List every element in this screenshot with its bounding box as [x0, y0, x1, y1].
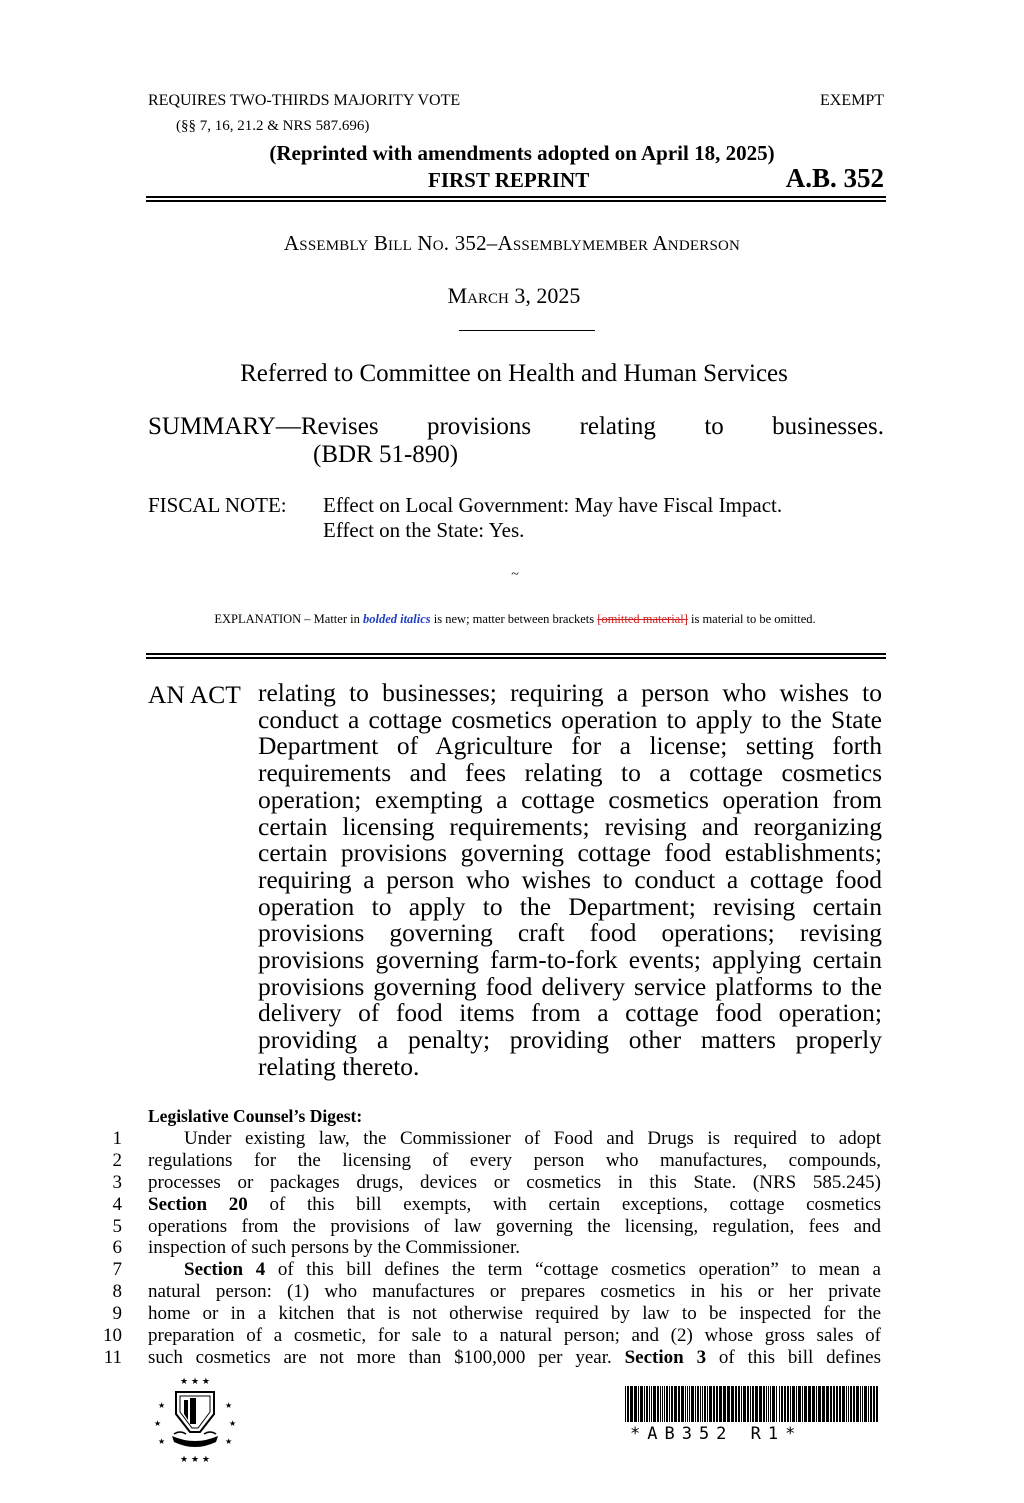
digest-section-ref: Section 20 [148, 1193, 248, 1215]
digest-text: Under existing law, the Commissioner of Food and Drugs is required to adopt [184, 1128, 881, 1149]
digest-text: processes or packages drugs, devices or cosmetics in this State. (NRS 585.245) [148, 1171, 881, 1193]
digest-line [148, 1237, 881, 1259]
line-number: 2 [112, 1149, 122, 1171]
exempt-label: EXEMPT [820, 92, 884, 109]
act-text: relating to businesses; requiring a person who wishes to conduct a cottage cosmetics operation to apply to the State Department of Agriculture for a license; setting forth requirements and fees relating to a cottage cosmetics operation; exempting a cottage cosmetics operation from certain licensing requirements; revising and reorganizing certain provisions governing cottage food establishments; requiring a person who wishes to conduct a cottage food operation to apply to the Department; revising certain provisions governing craft food operations; revising provisions governing farm-to-fork events; applying certain provisions governing food delivery service platforms to the delivery of food items from a cottage food operation; providing a penalty; providing other matters properly relating thereto. [258, 678, 882, 1081]
header-double-rule [146, 196, 886, 202]
barcode-icon [625, 1386, 879, 1422]
digest-line [148, 1172, 881, 1194]
explanation-double-rule [146, 653, 886, 659]
digest-line [148, 1325, 881, 1347]
explanation-new-matter: bolded italics [362, 612, 431, 626]
fiscal-note-label: FISCAL NOTE: [148, 493, 287, 517]
digest-line [148, 1216, 881, 1238]
digest-text: operations from the provisions of law governing the licensing, regulation, fees and [148, 1215, 881, 1237]
digest-text: such cosmetics are not more than $100,000 per year. [148, 1346, 625, 1368]
summary-word: relating [579, 413, 656, 440]
barcode-text: *AB352 R1* [630, 1424, 803, 1444]
digest-text: home or in a kitchen that is not otherwise required by law to be inspected for the [148, 1303, 881, 1325]
summary-word: provisions [426, 413, 532, 440]
line-number: 10 [103, 1325, 122, 1347]
vote-requirement: REQUIRES TWO-THIRDS MAJORITY VOTE [148, 92, 461, 109]
digest-text: of this bill exempts, with certain exceptions, cottage cosmetics [247, 1193, 881, 1215]
svg-text:★: ★ [225, 1401, 233, 1410]
digest-section-ref: Section 3 [624, 1346, 707, 1368]
summary-line [148, 413, 884, 441]
first-reprint-label: FIRST REPRINT [428, 168, 590, 192]
digest-line [148, 1150, 881, 1172]
fiscal-note-local: Effect on Local Government: May have Fiscal Impact. [323, 493, 783, 517]
svg-text:★: ★ [154, 1419, 162, 1428]
digest-text: preparation of a cosmetic, for sale to a natural person; and (2) whose gross sales of [148, 1325, 881, 1347]
svg-text:★: ★ [225, 1437, 233, 1446]
line-number: 9 [112, 1303, 122, 1325]
summary-word: to [704, 413, 724, 440]
line-number: 3 [112, 1171, 122, 1193]
digest-line [148, 1128, 881, 1150]
state-seal-icon [150, 1374, 240, 1464]
summary-word: SUMMARY—Revises [148, 413, 379, 440]
digest-text: of this bill defines [706, 1346, 881, 1368]
line-number: 1 [112, 1128, 122, 1149]
line-number: 7 [112, 1259, 122, 1281]
act-label: AN ACT [148, 680, 241, 709]
bill-date: March 3, 2025 [447, 283, 581, 308]
digest-line [148, 1194, 881, 1216]
line-number: 8 [112, 1281, 122, 1303]
bill-title: Assembly Bill No. 352–Assemblymember Anderson [283, 231, 741, 255]
summary-word: businesses. [772, 413, 884, 440]
line-numbers [100, 1128, 122, 1369]
digest-line [148, 1281, 881, 1303]
digest-text: of this bill defines the term “cottage cosmetics operation” to mean a [265, 1259, 881, 1281]
tilde-separator: ~ [511, 567, 519, 582]
svg-text:★ ★ ★: ★ ★ ★ [180, 1455, 210, 1464]
svg-text:★: ★ [158, 1437, 166, 1446]
digest-line [148, 1259, 881, 1281]
svg-text:★ ★ ★: ★ ★ ★ [180, 1377, 210, 1387]
explanation [0, 612, 1024, 627]
digest-text: inspection of such persons by the Commissioner. [148, 1237, 521, 1259]
svg-text:★: ★ [229, 1419, 237, 1428]
digest-section-ref: Section 4 [184, 1259, 266, 1281]
reprinted-note: (Reprinted with amendments adopted on April 18, 2025) [269, 141, 775, 165]
committee-referral: Referred to Committee on Health and Human Services [240, 360, 788, 387]
line-number: 6 [112, 1237, 122, 1259]
digest-body [148, 1128, 881, 1369]
line-number: 11 [103, 1346, 122, 1368]
digest-line [148, 1303, 881, 1325]
title-divider [459, 330, 595, 331]
digest-text: natural person: (1) who manufactures or prepares cosmetics in his or her private [148, 1281, 881, 1303]
explanation-omitted-matter: [omitted material] [597, 612, 688, 626]
digest-text: regulations for the licensing of every person who manufactures, compounds, [148, 1149, 881, 1171]
bill-number: A.B. 352 [785, 163, 884, 193]
line-number: 5 [112, 1215, 122, 1237]
sections-note: (§§ 7, 16, 21.2 & NRS 587.696) [176, 118, 370, 134]
explanation-suffix: is material to be omitted. [691, 612, 816, 626]
fiscal-note-state: Effect on the State: Yes. [323, 518, 525, 542]
line-number: 4 [112, 1193, 122, 1215]
explanation-prefix: EXPLANATION – Matter in [214, 612, 360, 626]
explanation-middle: is new; matter between brackets [433, 612, 595, 626]
digest-line [148, 1347, 881, 1369]
svg-text:★: ★ [158, 1401, 166, 1410]
digest-title: Legislative Counsel’s Digest: [148, 1106, 363, 1126]
summary-bdr: (BDR 51-890) [313, 441, 459, 468]
